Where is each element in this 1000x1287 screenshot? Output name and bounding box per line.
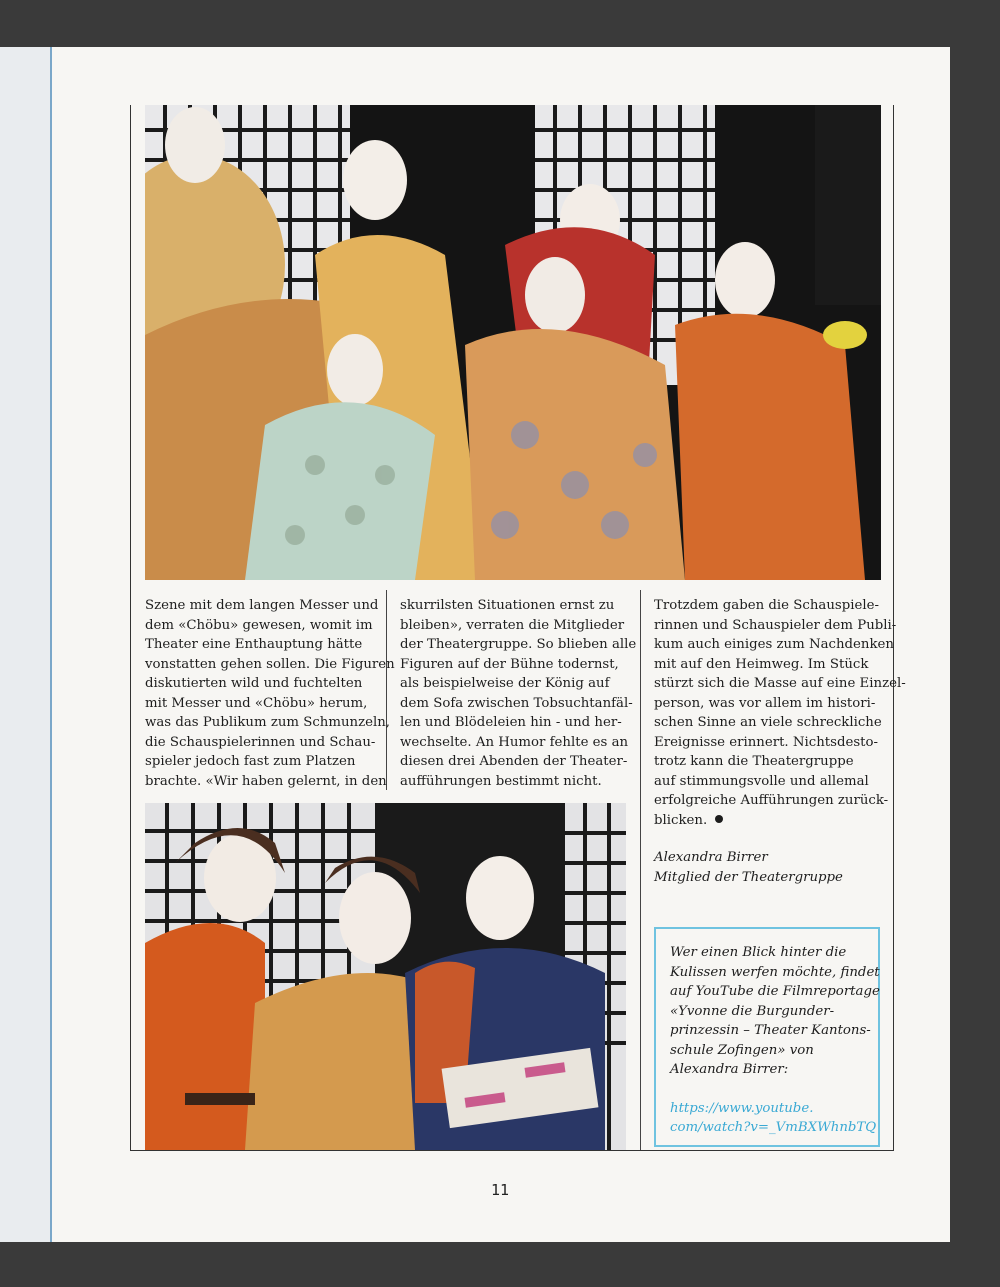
text-line: der Theatergruppe. So blieben alle: [400, 637, 637, 652]
info-line: Kulissen werfen möchte, findet: [670, 964, 880, 980]
column-rule-2: [640, 590, 641, 1150]
text-line: was das Publikum zum Schmunzeln,: [145, 715, 391, 730]
text-line: dem Sofa zwischen Tobsuchtanfäl-: [400, 695, 633, 711]
info-line: prinzessin – Theater Kantons-: [670, 1023, 871, 1038]
author-name: Alexandra Birrer: [654, 850, 768, 865]
text-line: kum auch einiges zum Nachdenken: [654, 637, 894, 652]
text-line: erfolgreiche Aufführungen zurück-: [654, 793, 889, 808]
text-line: person, was vor allem im histori-: [654, 695, 876, 711]
text-line: brachte. «Wir haben gelernt, in den: [145, 773, 387, 789]
link-line[interactable]: https://www.youtube.: [670, 1100, 814, 1116]
text-line: diesen drei Abenden der Theater-: [400, 754, 628, 769]
text-line: trotz kann die Theatergruppe: [654, 754, 854, 769]
text-line-last: [654, 811, 906, 831]
text-line: Figuren auf der Bühne todernst,: [400, 656, 619, 672]
author-role: Mitglied der Theatergruppe: [654, 870, 843, 885]
text-line: Trotzdem gaben die Schauspiele-: [654, 598, 879, 613]
text-line: dem «Chöbu» gewesen, womit im: [145, 617, 373, 633]
text-line: vonstatten gehen sollen. Die Figuren: [145, 656, 395, 672]
info-line: Alexandra Birrer:: [670, 1062, 789, 1077]
text-line: diskutierten wild und fuchtelten: [145, 676, 363, 691]
text-line: spieler jedoch fast zum Platzen: [145, 754, 356, 769]
text-line: skurrilsten Situationen ernst zu: [400, 598, 615, 613]
text-line: Szene mit dem langen Messer und: [145, 598, 379, 613]
text-line: len und Blödeleien hin - und her-: [400, 715, 622, 730]
info-line: Wer einen Blick hinter die: [670, 945, 847, 960]
frame-line-left: [130, 105, 131, 1150]
end-bullet-icon: [715, 815, 723, 823]
info-line: «Yvonne die Burgunder-: [670, 1003, 835, 1019]
text-line: mit auf den Heimweg. Im Stück: [654, 656, 869, 672]
text-column-3: [654, 596, 906, 830]
text-line: blicken.: [654, 812, 708, 828]
text-column-2: [400, 596, 636, 791]
youtube-info-box: [654, 927, 880, 1147]
text-line: Theater eine Enthauptung hätte: [145, 637, 363, 652]
text-line: aufführungen bestimmt nicht.: [400, 773, 602, 789]
text-line: stürzt sich die Masse auf eine Einzel-: [654, 676, 906, 691]
text-line: die Schauspielerinnen und Schau-: [145, 734, 376, 750]
author-credit: [654, 848, 843, 888]
youtube-link[interactable]: [670, 1099, 877, 1138]
info-line: schule Zofingen» von: [670, 1042, 814, 1058]
text-line: wechselte. An Humor fehlte es an: [400, 734, 629, 750]
text-line: Ereignisse erinnert. Nichtsdesto-: [654, 734, 878, 750]
frame-line-bottom: [130, 1150, 894, 1151]
bottom-photo-actresses-reading: [145, 803, 626, 1150]
info-line: auf YouTube die Filmreportage: [670, 984, 880, 999]
text-line: als beispielweise der König auf: [400, 676, 610, 691]
text-line: bleiben», verraten die Mitglieder: [400, 617, 625, 633]
page-number: 11: [490, 1181, 510, 1199]
left-page-edge: [0, 47, 52, 1242]
top-photo-actresses: [145, 105, 881, 580]
text-line: rinnen und Schauspieler dem Publi-: [654, 617, 897, 633]
link-line[interactable]: com/watch?v=_VmBXWhnbTQ: [670, 1120, 877, 1135]
text-column-1: [145, 596, 395, 791]
text-line: schen Sinne an viele schreckliche: [654, 715, 882, 730]
text-line: mit Messer und «Chöbu» herum,: [145, 695, 368, 711]
text-line: auf stimmungsvolle und allemal: [654, 773, 869, 789]
